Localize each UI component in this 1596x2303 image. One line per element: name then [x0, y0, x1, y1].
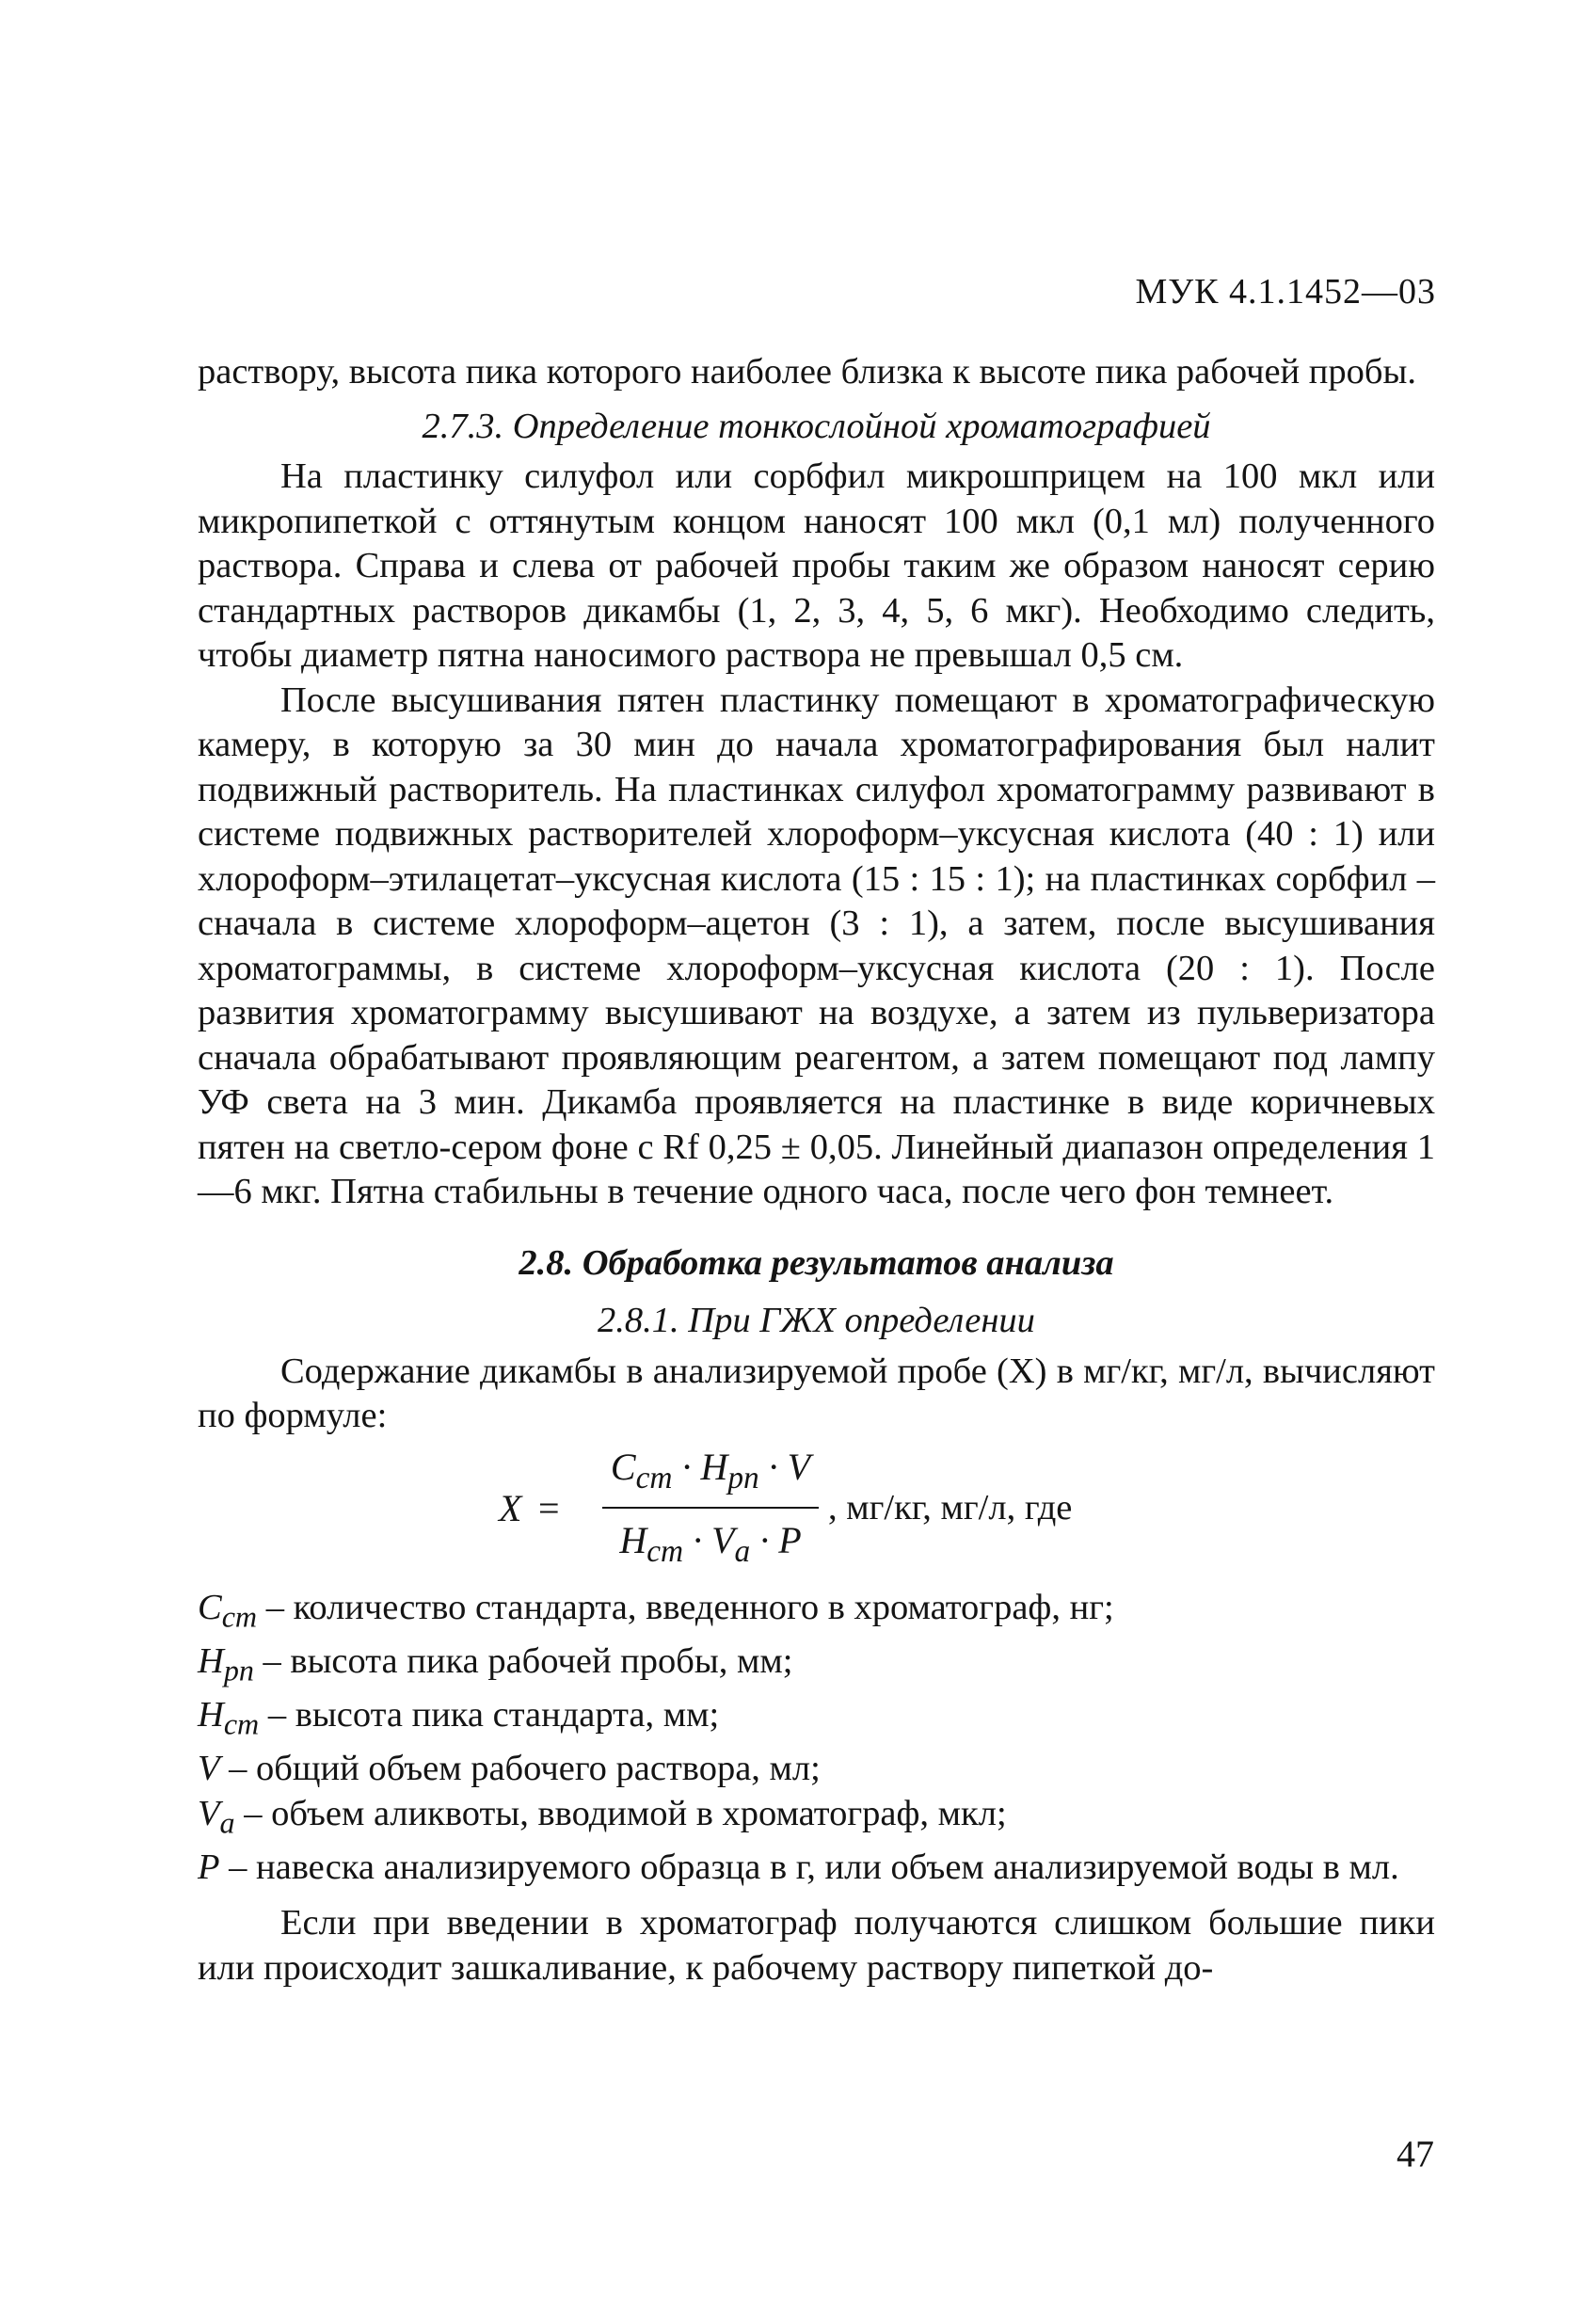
definition-item: P – навеска анализируемого образца в г, или объем анализируемой воды в мл. — [198, 1847, 1399, 1887]
definition-item: V – общий объем рабочего раствора, мл; — [198, 1749, 821, 1789]
formula-block — [198, 1445, 1435, 1586]
formula-units: , мг/кг, мг/л, где — [828, 1487, 1073, 1527]
paragraph-chromatography: После высушивания пятен пластинку помещают в хроматографическую камеру, в которую за 30 мин до начала хроматографирования был налит подвижный растворитель. На пластинках силуфол хроматограмму развивают в системе подвижных растворителей хлороформ–уксусная кислота (40 : 1) или хлороформ–этилацетат–уксусная кислота (15 : 15 : 1); на пластинках сорбфил – сначала в системе хлороформ–ацетон (3 : 1), а затем, после высушивания хроматограммы, в системе хлороформ–уксусная кислота (20 : 1). После развития хроматограмму высушивают на воздухе, а затем из пульверизатора сначала обрабатывают проявляющим реагентом, а затем помещают под лампу УФ света на 3 мин. Дикамба проявляется на пластинке в виде коричневых пятен на светло-сером фоне с Rf 0,25 ± 0,05. Линейный диапазон определения 1—6 мкг. Пятна стабильны в течение одного часа, после чего фон темнеет. — [198, 680, 1435, 1211]
paragraph-dilution: Если при введении в хроматограф получаются слишком большие пики или происходит зашкаливание, к рабочему раствору пипеткой до- — [198, 1903, 1435, 1988]
formula-fraction-bar — [602, 1507, 819, 1509]
formula-numerator: $C_{cm} \cdot H_{pn} \cdot V$ — [610, 1445, 811, 1495]
definition-item: $V_a$ – объем аликвоты, вводимой в хроматограф, мкл; — [198, 1793, 1007, 1840]
section-2-7-3-title: 2.7.3. Определение тонкослойной хроматографией — [422, 406, 1211, 446]
formula-denominator: $H_{cm} \cdot V_a \cdot P$ — [619, 1518, 802, 1569]
paragraph-formula-intro: Содержание дикамбы в анализируемой пробе (X) в мг/кг, мг/л, вычисляют по формуле: — [198, 1351, 1435, 1435]
definition-item: $C_{cm}$ – количество стандарта, введенного в хроматограф, нг; — [198, 1587, 1114, 1634]
formula-equals: = — [538, 1486, 560, 1529]
document-code-header: МУК 4.1.1452—03 — [1135, 272, 1436, 312]
section-2-8-title: 2.8. Обработка результатов анализа — [519, 1242, 1114, 1283]
page-body — [198, 350, 1435, 1991]
definition-item: $H_{pn}$ – высота пика рабочей пробы, мм; — [198, 1640, 793, 1687]
page-number: 47 — [1396, 2133, 1434, 2175]
variable-definitions — [198, 1586, 1435, 1891]
formula-lhs: X — [499, 1486, 522, 1529]
paragraph-application: На пластинку силуфол или сорбфил микрошприцем на 100 мкл или микропипеткой с оттянутым концом наносят 100 мкл (0,1 мл) полученного раствора. Справа и слева от рабочей пробы таким же образом наносят серию стандартных растворов дикамбы (1, 2, 3, 4, 5, 6 мкг). Необходимо следить, чтобы диаметр пятна наносимого раствора не превышал 0,5 см. — [198, 456, 1435, 675]
section-2-8-1-title: 2.8.1. При ГЖХ определении — [598, 1301, 1035, 1340]
paragraph-continuation: раствору, высота пика которого наиболее близка к высоте пика рабочей пробы. — [198, 352, 1416, 392]
definition-item: $H_{cm}$ – высота пика стандарта, мм; — [198, 1694, 720, 1741]
